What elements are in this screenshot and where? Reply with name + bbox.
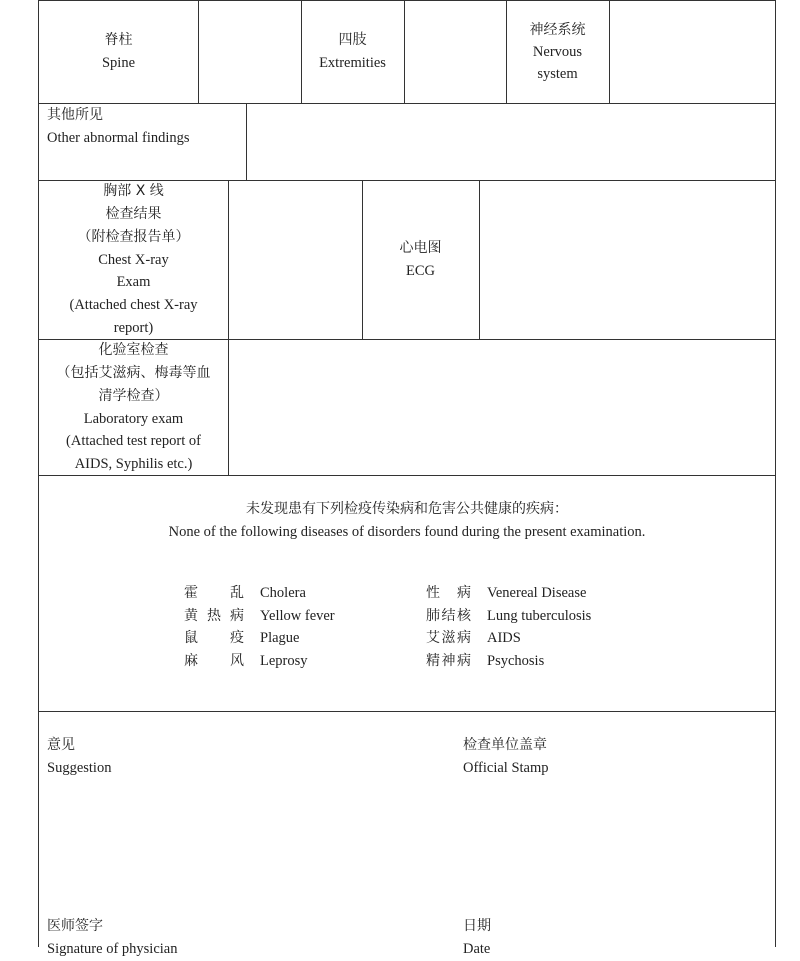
lab-exam-label xyxy=(39,340,228,475)
disease-zh: 麻风 xyxy=(184,652,244,669)
disease-zh: 黄热病 xyxy=(184,607,244,624)
disease-item xyxy=(184,605,335,628)
nervous-system-value-field[interactable] xyxy=(610,1,775,103)
disease-en: Psychosis xyxy=(487,652,545,669)
disease-en: AIDS xyxy=(487,630,521,646)
disease-en: Plague xyxy=(260,630,300,646)
disease-list-left xyxy=(184,582,335,672)
spine-label-zh: 脊柱 xyxy=(104,31,133,48)
extremities-label-en: Extremities xyxy=(319,54,386,71)
physician-signature-label-zh: 医师签字 xyxy=(47,918,103,934)
date-label xyxy=(463,915,491,961)
ecg-label-zh: 心电图 xyxy=(399,240,442,256)
other-findings-label-zh: 其他所见 xyxy=(47,107,103,123)
ecg-field[interactable] xyxy=(480,181,775,339)
diseases-heading-zh: 未发现患有下列检疫传染病和危害公共健康的疾病： xyxy=(246,501,568,517)
disease-en: Leprosy xyxy=(260,652,308,669)
nervous-system-label-en: Nervous xyxy=(532,43,583,60)
disease-item xyxy=(426,650,591,673)
disease-item xyxy=(184,582,335,605)
extremities-label xyxy=(301,0,404,103)
disease-list-right xyxy=(426,582,591,672)
chest-xray-label xyxy=(39,181,228,339)
suggestion-label xyxy=(47,734,111,780)
date-label-en: Date xyxy=(463,941,491,957)
physician-signature-label xyxy=(47,915,177,961)
spine-label xyxy=(39,0,198,103)
disease-zh: 艾滋病 xyxy=(426,630,471,646)
official-stamp-label xyxy=(463,734,549,780)
spine-value-field[interactable] xyxy=(199,1,301,103)
chest-xray-line: Chest X-ray xyxy=(98,251,169,268)
diseases-heading xyxy=(39,498,775,544)
diseases-heading-en: None of the following diseases of disorders found during the present examination. xyxy=(168,524,646,540)
disease-item xyxy=(426,627,591,650)
chest-xray-line: Exam xyxy=(116,274,151,291)
medical-exam-form xyxy=(38,0,776,957)
suggestion-label-en: Suggestion xyxy=(47,760,112,776)
extremities-label-zh: 四肢 xyxy=(338,31,367,48)
lab-exam-line: Laboratory exam xyxy=(83,410,184,427)
disease-zh: 鼠疫 xyxy=(184,630,244,646)
ecg-label-en: ECG xyxy=(406,263,435,279)
official-stamp-label-zh: 检查单位盖章 xyxy=(463,737,547,753)
lab-exam-line: （包括艾滋病、梅毒等血 xyxy=(56,364,211,381)
suggestion-field[interactable] xyxy=(47,782,447,902)
disease-zh: 精神病 xyxy=(426,652,471,669)
chest-xray-field[interactable] xyxy=(229,181,362,339)
spine-label-en: Spine xyxy=(101,54,136,71)
other-findings-field[interactable] xyxy=(247,104,775,180)
disease-en: Yellow fever xyxy=(260,607,335,624)
disease-item xyxy=(184,650,335,673)
nervous-system-label-en-2: system xyxy=(537,65,578,82)
lab-exam-line: AIDS, Syphilis etc.) xyxy=(74,456,193,473)
suggestion-label-zh: 意见 xyxy=(47,737,75,753)
chest-xray-line: （附检查报告单） xyxy=(77,228,190,245)
disease-en: Cholera xyxy=(260,585,306,601)
lab-exam-line: 清学检查） xyxy=(98,387,169,404)
chest-xray-line: 检查结果 xyxy=(105,206,162,223)
disease-zh: 霍乱 xyxy=(184,585,244,601)
physician-signature-label-en: Signature of physician xyxy=(47,941,178,957)
chest-xray-line: 胸部 X 线 xyxy=(103,183,164,200)
disease-en: Lung tuberculosis xyxy=(487,607,592,624)
disease-zh: 肺结核 xyxy=(426,607,471,624)
disease-item xyxy=(426,582,591,605)
date-label-zh: 日期 xyxy=(463,918,491,934)
other-findings-label xyxy=(47,104,246,180)
chest-xray-line: report) xyxy=(113,320,154,336)
disease-en: Venereal Disease xyxy=(487,585,587,601)
disease-item xyxy=(426,605,591,628)
lab-exam-line: 化验室检查 xyxy=(98,342,169,359)
extremities-value-field[interactable] xyxy=(405,1,506,103)
disease-item xyxy=(184,627,335,650)
official-stamp-label-en: Official Stamp xyxy=(463,760,549,776)
disease-zh: 性病 xyxy=(426,585,471,601)
lab-exam-line: (Attached test report of xyxy=(66,433,201,450)
nervous-system-label-zh: 神经系统 xyxy=(529,21,586,38)
nervous-system-label xyxy=(506,0,609,103)
row-divider xyxy=(39,711,775,712)
lab-exam-field[interactable] xyxy=(229,340,775,475)
other-findings-label-en: Other abnormal findings xyxy=(47,130,190,146)
ecg-label xyxy=(362,181,479,339)
chest-xray-line: (Attached chest X-ray xyxy=(69,297,198,314)
